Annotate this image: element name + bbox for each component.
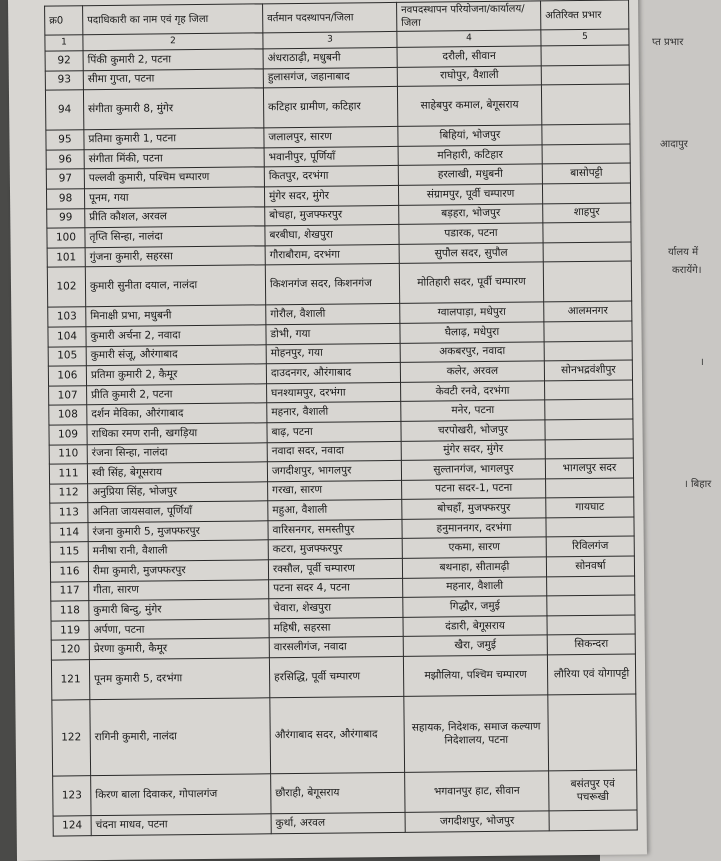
- serial-cell: 98: [46, 189, 84, 209]
- additional-charge-cell: [542, 124, 630, 145]
- serial-cell: 119: [51, 621, 89, 641]
- new-posting-cell: बिहियां, भोजपुर: [398, 125, 542, 146]
- col-header-additional-charge: अतिरिक्त प्रभार: [541, 0, 629, 30]
- new-posting-cell: मझौलिया, पश्चिम चम्पारण: [403, 655, 547, 697]
- new-posting-cell: ग्वालपाड़ा, मधेपुरा: [400, 302, 544, 323]
- current-posting-cell: गोरौल, वैशाली: [266, 304, 400, 325]
- name-cell: किरण बाला दिवाकर, गोपालगंज: [91, 774, 271, 816]
- new-posting-cell: केवटी रनवे, दरभंगा: [401, 381, 545, 402]
- name-cell: अर्पणा, पटना: [89, 619, 269, 640]
- current-posting-cell: जलालपुर, सारण: [264, 127, 398, 148]
- new-posting-cell: एकमा, सारण: [402, 537, 546, 558]
- serial-cell: 104: [48, 327, 86, 347]
- current-posting-cell: घनश्यामपुर, दरभंगा: [267, 382, 401, 403]
- document-sheet: [8, 0, 647, 861]
- serial-cell: 95: [46, 130, 84, 150]
- current-posting-cell: मोहनपुर, गया: [266, 343, 400, 364]
- name-cell: मनीषा रानी, वैशाली: [88, 540, 268, 561]
- new-posting-cell: बथनाहा, सीतामढ़ी: [402, 557, 546, 578]
- additional-charge-cell: गायघाट: [546, 497, 634, 518]
- new-posting-cell: हनुमाननगर, दरभंगा: [402, 518, 546, 539]
- table-row: [51, 654, 635, 700]
- additional-charge-cell: [543, 222, 631, 243]
- current-posting-cell: चेवारा, शेखपुरा: [269, 598, 403, 619]
- current-posting-cell: छौराही, बेगूसराय: [271, 772, 405, 813]
- new-posting-cell: महनार, वैशाली: [403, 577, 547, 598]
- name-cell: पल्लवी कुमारी, पश्चिम चम्पारण: [84, 167, 264, 188]
- additional-charge-cell: [543, 261, 631, 302]
- serial-cell: 99: [47, 208, 85, 228]
- background-page-text: आदापुर: [660, 139, 688, 150]
- current-posting-cell: गौराबौराम, दरभंगा: [265, 244, 399, 265]
- name-cell: संगीता कुमारी 8, मुंगेर: [83, 88, 263, 130]
- serial-cell: 111: [49, 464, 87, 484]
- name-cell: दर्शन मेविका, औरंगाबाद: [87, 403, 267, 424]
- serial-cell: 109: [49, 425, 87, 445]
- name-cell: पिंकी कुमारी 2, पटना: [83, 49, 263, 70]
- current-posting-cell: हुलासगंज, जहानाबाद: [263, 67, 397, 88]
- name-cell: कुमारी बिन्दु, मुंगेर: [89, 599, 269, 620]
- new-posting-cell: जगदीशपुर, भोजपुर: [405, 811, 549, 832]
- serial-cell: 112: [50, 483, 88, 503]
- additional-charge-cell: लौरिया एवं योगापट्टी: [547, 654, 635, 695]
- additional-charge-cell: सोनभद्रवंशीपुर: [544, 360, 632, 381]
- current-posting-cell: कितपुर, दरभंगा: [264, 166, 398, 187]
- name-cell: तृप्ति सिन्हा, नालंदा: [85, 226, 265, 247]
- additional-charge-cell: [541, 65, 629, 86]
- table-row: [52, 694, 637, 776]
- posting-table: [44, 0, 638, 836]
- additional-charge-cell: सिकन्दरा: [547, 634, 635, 655]
- additional-charge-cell: [547, 576, 635, 597]
- background-page-text: करायेंगे।: [672, 265, 702, 276]
- new-posting-cell: राघोपुर, वैशाली: [397, 66, 541, 87]
- serial-cell: 102: [47, 267, 85, 307]
- new-posting-cell: संग्रामपुर, पूर्वी चम्पारण: [398, 184, 542, 205]
- name-cell: पूनम, गया: [84, 187, 264, 208]
- current-posting-cell: अंधराठाढ़ी, मधुबनी: [263, 47, 397, 68]
- new-posting-cell: चरपोखरी, भोजपुर: [401, 420, 545, 441]
- current-posting-cell: वारिसनगर, समस्तीपुर: [268, 519, 402, 540]
- additional-charge-cell: [543, 242, 631, 263]
- additional-charge-cell: [548, 694, 637, 771]
- serial-cell: 123: [53, 776, 91, 816]
- column-number: 2: [83, 33, 263, 51]
- additional-charge-cell: रिविलगंज: [546, 536, 634, 557]
- column-number: 5: [541, 29, 629, 46]
- new-posting-cell: सुल्तानगंज, भागलपुर: [401, 459, 545, 480]
- current-posting-cell: महनार, वैशाली: [267, 402, 401, 423]
- serial-cell: 106: [48, 366, 86, 386]
- column-number: 3: [263, 31, 397, 48]
- current-posting-cell: भवानीपुर, पूर्णियाँ: [264, 146, 398, 167]
- serial-cell: 93: [45, 70, 83, 90]
- name-cell: कुमारी संजू, औरंगाबाद: [86, 344, 266, 365]
- new-posting-cell: बड़हरा, भोजपुर: [399, 203, 543, 224]
- current-posting-cell: महुआ, वैशाली: [268, 500, 402, 521]
- background-page-text: । बिहार: [684, 479, 712, 490]
- name-cell: प्रतिमा कुमारी 2, कैमूर: [86, 364, 266, 385]
- current-posting-cell: दाउदनगर, औरंगाबाद: [266, 363, 400, 384]
- name-cell: रीमा कुमारी, मुजफ्फरपुर: [88, 560, 268, 581]
- serial-cell: 113: [50, 503, 88, 523]
- name-cell: रंजना सिन्हा, नालंदा: [87, 442, 267, 463]
- new-posting-cell: बोचहाँ, मुजफ्फरपुर: [402, 498, 546, 519]
- new-posting-cell: भगवानपुर हाट, सीवान: [405, 771, 549, 813]
- additional-charge-cell: [541, 45, 629, 66]
- col-header-new-posting: नवपदस्थापन परियोजना/कार्यालय/जिला: [397, 1, 541, 32]
- current-posting-cell: किशनगंज सदर, किशनगंज: [265, 264, 399, 305]
- background-page-text: र्यालय में: [668, 247, 699, 258]
- serial-cell: 100: [47, 228, 85, 248]
- current-posting-cell: औरंगाबाद सदर, औरंगाबाद: [270, 696, 405, 773]
- serial-cell: 110: [49, 444, 87, 464]
- current-posting-cell: बाढ़, पटना: [267, 421, 401, 442]
- new-posting-cell: साहेबपुर कमाल, बेगूसराय: [397, 85, 541, 127]
- new-posting-cell: अकबरपुर, नवादा: [400, 341, 544, 362]
- serial-cell: 116: [50, 562, 88, 582]
- additional-charge-cell: [546, 517, 634, 538]
- serial-cell: 94: [45, 90, 83, 130]
- current-posting-cell: डोभी, गया: [266, 323, 400, 344]
- table-row: [45, 84, 629, 130]
- col-header-name: पदाधिकारी का नाम एवं गृह जिला: [83, 4, 263, 35]
- additional-charge-cell: [542, 144, 630, 165]
- additional-charge-cell: [541, 84, 629, 125]
- current-posting-cell: महिषी, सहरसा: [269, 617, 403, 638]
- name-cell: रंजना कुमारी 5, मुजफ्फरपुर: [88, 521, 268, 542]
- additional-charge-cell: भागलपुर सदर: [545, 458, 633, 479]
- table-row: [47, 261, 631, 307]
- current-posting-cell: गरखा, सारण: [268, 480, 402, 501]
- new-posting-cell: पडारक, पटना: [399, 223, 543, 244]
- serial-cell: 121: [51, 660, 89, 700]
- additional-charge-cell: शाहपुर: [543, 203, 631, 224]
- column-number: 4: [397, 30, 541, 48]
- name-cell: रागिनी कुमारी, नालंदा: [90, 698, 271, 776]
- name-cell: संगीता मिंकी, पटना: [84, 148, 264, 169]
- new-posting-cell: गिद्धौर, जमुई: [403, 596, 547, 617]
- serial-cell: 92: [45, 51, 83, 71]
- name-cell: प्रीति कुमारी 2, पटना: [87, 384, 267, 405]
- additional-charge-cell: [545, 419, 633, 440]
- name-cell: गुंजना कुमारी, सहरसा: [85, 246, 265, 267]
- additional-charge-cell: [546, 478, 634, 499]
- serial-cell: 101: [47, 247, 85, 267]
- additional-charge-cell: [545, 399, 633, 420]
- additional-charge-cell: [549, 810, 637, 831]
- additional-charge-cell: सोनवर्षा: [546, 556, 634, 577]
- serial-cell: 97: [46, 169, 84, 189]
- name-cell: चंदना माधव, पटना: [91, 814, 271, 835]
- serial-cell: 120: [51, 640, 89, 660]
- current-posting-cell: बोचहा, मुजफ्फरपुर: [265, 205, 399, 226]
- additional-charge-cell: [542, 183, 630, 204]
- name-cell: प्रतिमा कुमारी 1, पटना: [84, 128, 264, 149]
- additional-charge-cell: [547, 615, 635, 636]
- serial-cell: 107: [49, 385, 87, 405]
- current-posting-cell: रक्सौल, पूर्वी चम्पारण: [268, 558, 402, 579]
- additional-charge-cell: [544, 321, 632, 342]
- column-number: 1: [45, 35, 83, 51]
- current-posting-cell: कटरा, मुजफ्फरपुर: [268, 539, 402, 560]
- additional-charge-cell: बासोपट्टी: [542, 163, 630, 184]
- new-posting-cell: पटना सदर-1, पटना: [402, 479, 546, 500]
- current-posting-cell: जगदीशपुर, भागलपुर: [267, 461, 401, 482]
- current-posting-cell: पटना सदर 4, पटना: [269, 578, 403, 599]
- background-page-text: प्त प्रभार: [652, 37, 684, 48]
- serial-cell: 103: [48, 307, 86, 327]
- additional-charge-cell: [547, 595, 635, 616]
- serial-cell: 122: [52, 700, 91, 776]
- serial-cell: 115: [50, 542, 88, 562]
- serial-cell: 108: [49, 405, 87, 425]
- new-posting-cell: दंडारी, बेगूसराय: [403, 616, 547, 637]
- serial-cell: 114: [50, 523, 88, 543]
- new-posting-cell: मुंगेर सदर, मुंगेर: [401, 439, 545, 460]
- col-header-current-posting: वर्तमान पदस्थापन/जिला: [263, 2, 397, 32]
- name-cell: सीमा गुप्ता, पटना: [83, 68, 263, 89]
- name-cell: पूनम कुमारी 5, दरभंगा: [89, 658, 269, 700]
- additional-charge-cell: बसंतपुर एवं पचरूखी: [549, 770, 637, 811]
- name-cell: कुमारी अर्चना 2, नवादा: [86, 325, 266, 346]
- current-posting-cell: बरबीघा, शेखपुरा: [265, 225, 399, 246]
- additional-charge-cell: [544, 341, 632, 362]
- current-posting-cell: हरसिद्धि, पूर्वी चम्पारण: [269, 656, 403, 697]
- new-posting-cell: दरौली, सीवान: [397, 46, 541, 67]
- new-posting-cell: सुपौल सदर, सुपौल: [399, 243, 543, 264]
- current-posting-cell: वारसलीगंज, नवादा: [269, 637, 403, 658]
- current-posting-cell: मुंगेर सदर, मुंगेर: [264, 185, 398, 206]
- new-posting-cell: मोतिहारी सदर, पूर्वी चम्पारण: [399, 262, 543, 304]
- new-posting-cell: कलेर, अरवल: [400, 361, 544, 382]
- new-posting-cell: हरलाखी, मधुबनी: [398, 164, 542, 185]
- serial-cell: 118: [51, 601, 89, 621]
- serial-cell: 117: [51, 581, 89, 601]
- name-cell: कुमारी सुनीता दयाल, नालंदा: [85, 265, 265, 307]
- new-posting-cell: घैलाढ़, मधेपुरा: [400, 322, 544, 343]
- name-cell: मिनाक्षी प्रभा, मधुबनी: [86, 305, 266, 326]
- additional-charge-cell: [545, 438, 633, 459]
- name-cell: गीता, सारण: [89, 579, 269, 600]
- name-cell: राधिका रमण रानी, खगड़िया: [87, 423, 267, 444]
- name-cell: अनिता जायसवाल, पूर्णियाँ: [88, 501, 268, 522]
- serial-cell: 105: [48, 346, 86, 366]
- new-posting-cell: सहायक, निदेशक, समाज कल्याण निदेशालय, पटना: [404, 695, 549, 773]
- new-posting-cell: मनिहारी, कटिहार: [398, 145, 542, 166]
- table-row: [53, 770, 637, 816]
- name-cell: अनुप्रिया सिंह, भोजपुर: [88, 481, 268, 502]
- current-posting-cell: कटिहार ग्रामीण, कटिहार: [263, 87, 397, 128]
- additional-charge-cell: [545, 380, 633, 401]
- background-page-text: ।: [700, 357, 704, 368]
- name-cell: स्वी सिंह, बेगूसराय: [87, 462, 267, 483]
- name-cell: प्रेरणा कुमारी, कैमूर: [89, 638, 269, 659]
- additional-charge-cell: आलमनगर: [544, 301, 632, 322]
- current-posting-cell: कुर्था, अरवल: [271, 812, 405, 833]
- serial-cell: 96: [46, 149, 84, 169]
- new-posting-cell: मनेर, पटना: [401, 400, 545, 421]
- serial-cell: 124: [53, 816, 91, 836]
- name-cell: प्रीति कौशल, अरवल: [85, 206, 265, 227]
- current-posting-cell: नवादा सदर, नवादा: [267, 441, 401, 462]
- col-header-serial: क्र0: [45, 6, 83, 35]
- new-posting-cell: खैरा, जमुई: [403, 635, 547, 656]
